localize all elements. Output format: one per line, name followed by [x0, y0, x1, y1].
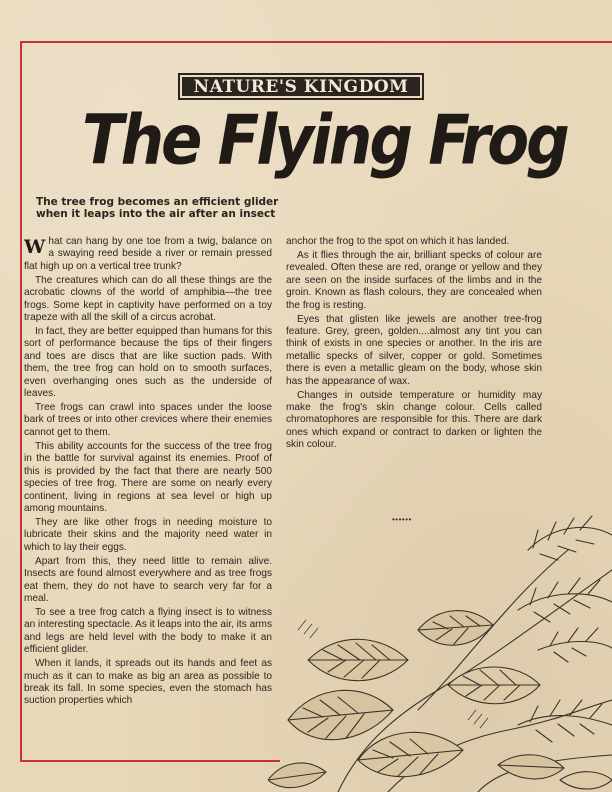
- article-title: The Flying Frog: [82, 100, 567, 181]
- paragraph: When it lands, it spreads out its hands and feet as much as it can to make as big an area as possible to break its fall. In some species, even the stomach has suction properties which: [24, 658, 272, 707]
- end-mark: ••••••: [392, 515, 412, 523]
- right-column: [286, 236, 542, 453]
- paragraph: Tree frogs can crawl into spaces under the loose bark of trees or into other crevices where their enemies cannot get to them.: [24, 402, 272, 438]
- paragraph: Apart from this, they need little to remain alive. Insects are found almost everywhere and as tree frogs eat them, they do not have to search very far for a meal.: [24, 555, 272, 604]
- paragraph: As it flies through the air, brilliant specks of colour are revealed. Often these are red, orange or yellow and they are seen on the inside surfaces of the limbs and in the groin. Known as flash colours, they are concealed when the frog is resting.: [286, 250, 542, 311]
- top-red-rule: [20, 41, 612, 43]
- paragraph: In fact, they are better equipped than humans for this sort of performance because the tips of their fingers and toes are discs that are like suction pads. With them, the tree frog can hold on to smooth surfaces, even overhanging ones such as the underside of leaves.: [24, 326, 272, 400]
- leaves-illustration: [268, 510, 612, 792]
- paragraph: What can hang by one toe from a twig, balance on a swaying reed beside a river or remain pressed flat high up on a vertical tree trunk?: [24, 236, 272, 272]
- paragraph: This ability accounts for the success of the tree frog in the battle for survival against its enemies. Proof of this is provided by the fact that there are nearly 500 species of tree frog. There are some on nearly every continent, living in regions at sea level or high up among mountains.: [24, 440, 272, 514]
- paragraph: Changes in outside temperature or humidity may make the frog's skin change colour. Cells called chromatophores are responsible for this. There are dark ones which expand or contract to darken or lighten the skin colour.: [286, 389, 542, 451]
- bottom-red-rule: [20, 760, 280, 762]
- section-kicker: NATURE'S KINGDOM: [182, 77, 420, 96]
- article-standfirst: The tree frog becomes an efficient glider when it leaps into the air after an insect: [36, 196, 279, 220]
- left-column: [24, 236, 272, 709]
- drop-cap: W: [24, 236, 46, 258]
- paragraph: Eyes that glisten like jewels are another tree-frog feature. Grey, green, golden....almost any tint you can think of exists in one species or another. In the iris are metallic specks of silver, copper or gold. Sometimes there is even a metallic gleam on the body, whose skin has the appearance of wax.: [286, 313, 542, 387]
- section-kicker-box: [178, 73, 424, 100]
- paragraph: To see a tree frog catch a flying insect is to witness an interesting spectacle. As it leaps into the air, its arms and legs are held level with the body to make it an efficient glider.: [24, 606, 272, 656]
- left-red-rule: [20, 41, 22, 762]
- paragraph: They are like other frogs in needing moisture to lubricate their skins and the majority need water in which to lay their eggs.: [24, 516, 272, 553]
- paragraph: anchor the frog to the spot on which it has landed.: [286, 236, 510, 247]
- paragraph: The creatures which can do all these things are the acrobatic clowns of the world of amphibia—the tree frogs. Some kept in captivity have performed on a toy trapeze with all the skill of a circus acrobat.: [24, 274, 272, 324]
